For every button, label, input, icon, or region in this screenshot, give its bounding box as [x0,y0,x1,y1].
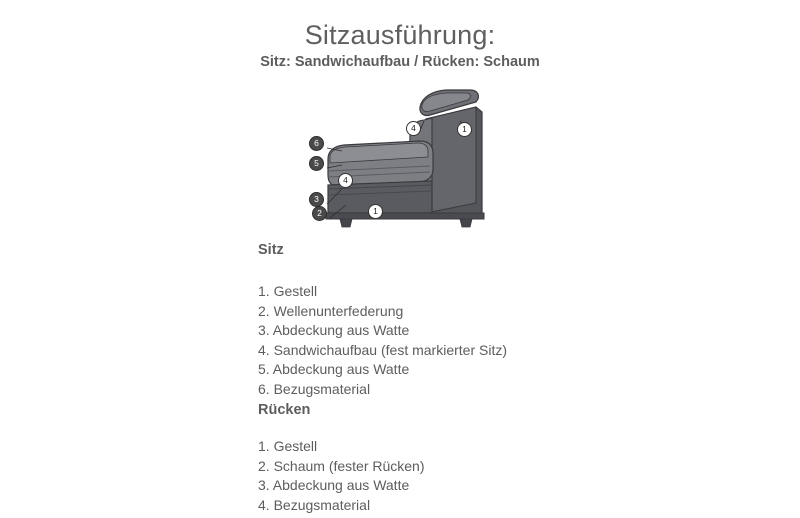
section-heading-sitz: Sitz [258,242,284,258]
page-title: Sitzausführung: [304,20,496,50]
sitz-list [258,282,507,399]
callout-marker: 2 [312,206,327,221]
list-item: 1. Gestell [258,438,318,454]
list-item: 5. Abdeckung aus Watte [258,361,410,377]
list-item: 2. Wellenunterfederung [258,302,404,319]
callout-marker: 1 [368,204,383,219]
callout-marker: 5 [309,156,324,171]
page-subtitle: Sitz: Sandwichaufbau / Rücken: Schaum [260,54,540,70]
callout-marker: 4 [338,173,353,188]
list-item: 4. Sandwichaufbau (fest markierter Sitz) [258,341,507,358]
list-item: 3. Abdeckung aus Watte [258,477,410,493]
callout-marker: 3 [309,192,324,207]
ruecken-list [258,437,425,515]
list-item: 6. Bezugsmaterial [258,380,371,397]
callout-marker: 1 [457,122,472,137]
list-item: 4. Bezugsmaterial [258,496,371,513]
list-item: 3. Abdeckung aus Watte [258,322,410,338]
list-item: 2. Schaum (fester Rücken) [258,457,425,474]
callout-marker: 6 [309,136,324,151]
callout-marker: 4 [406,121,421,136]
armchair-cutaway-diagram [300,85,520,235]
section-heading-ruecken: Rücken [258,402,311,418]
list-item: 1. Gestell [258,283,318,299]
